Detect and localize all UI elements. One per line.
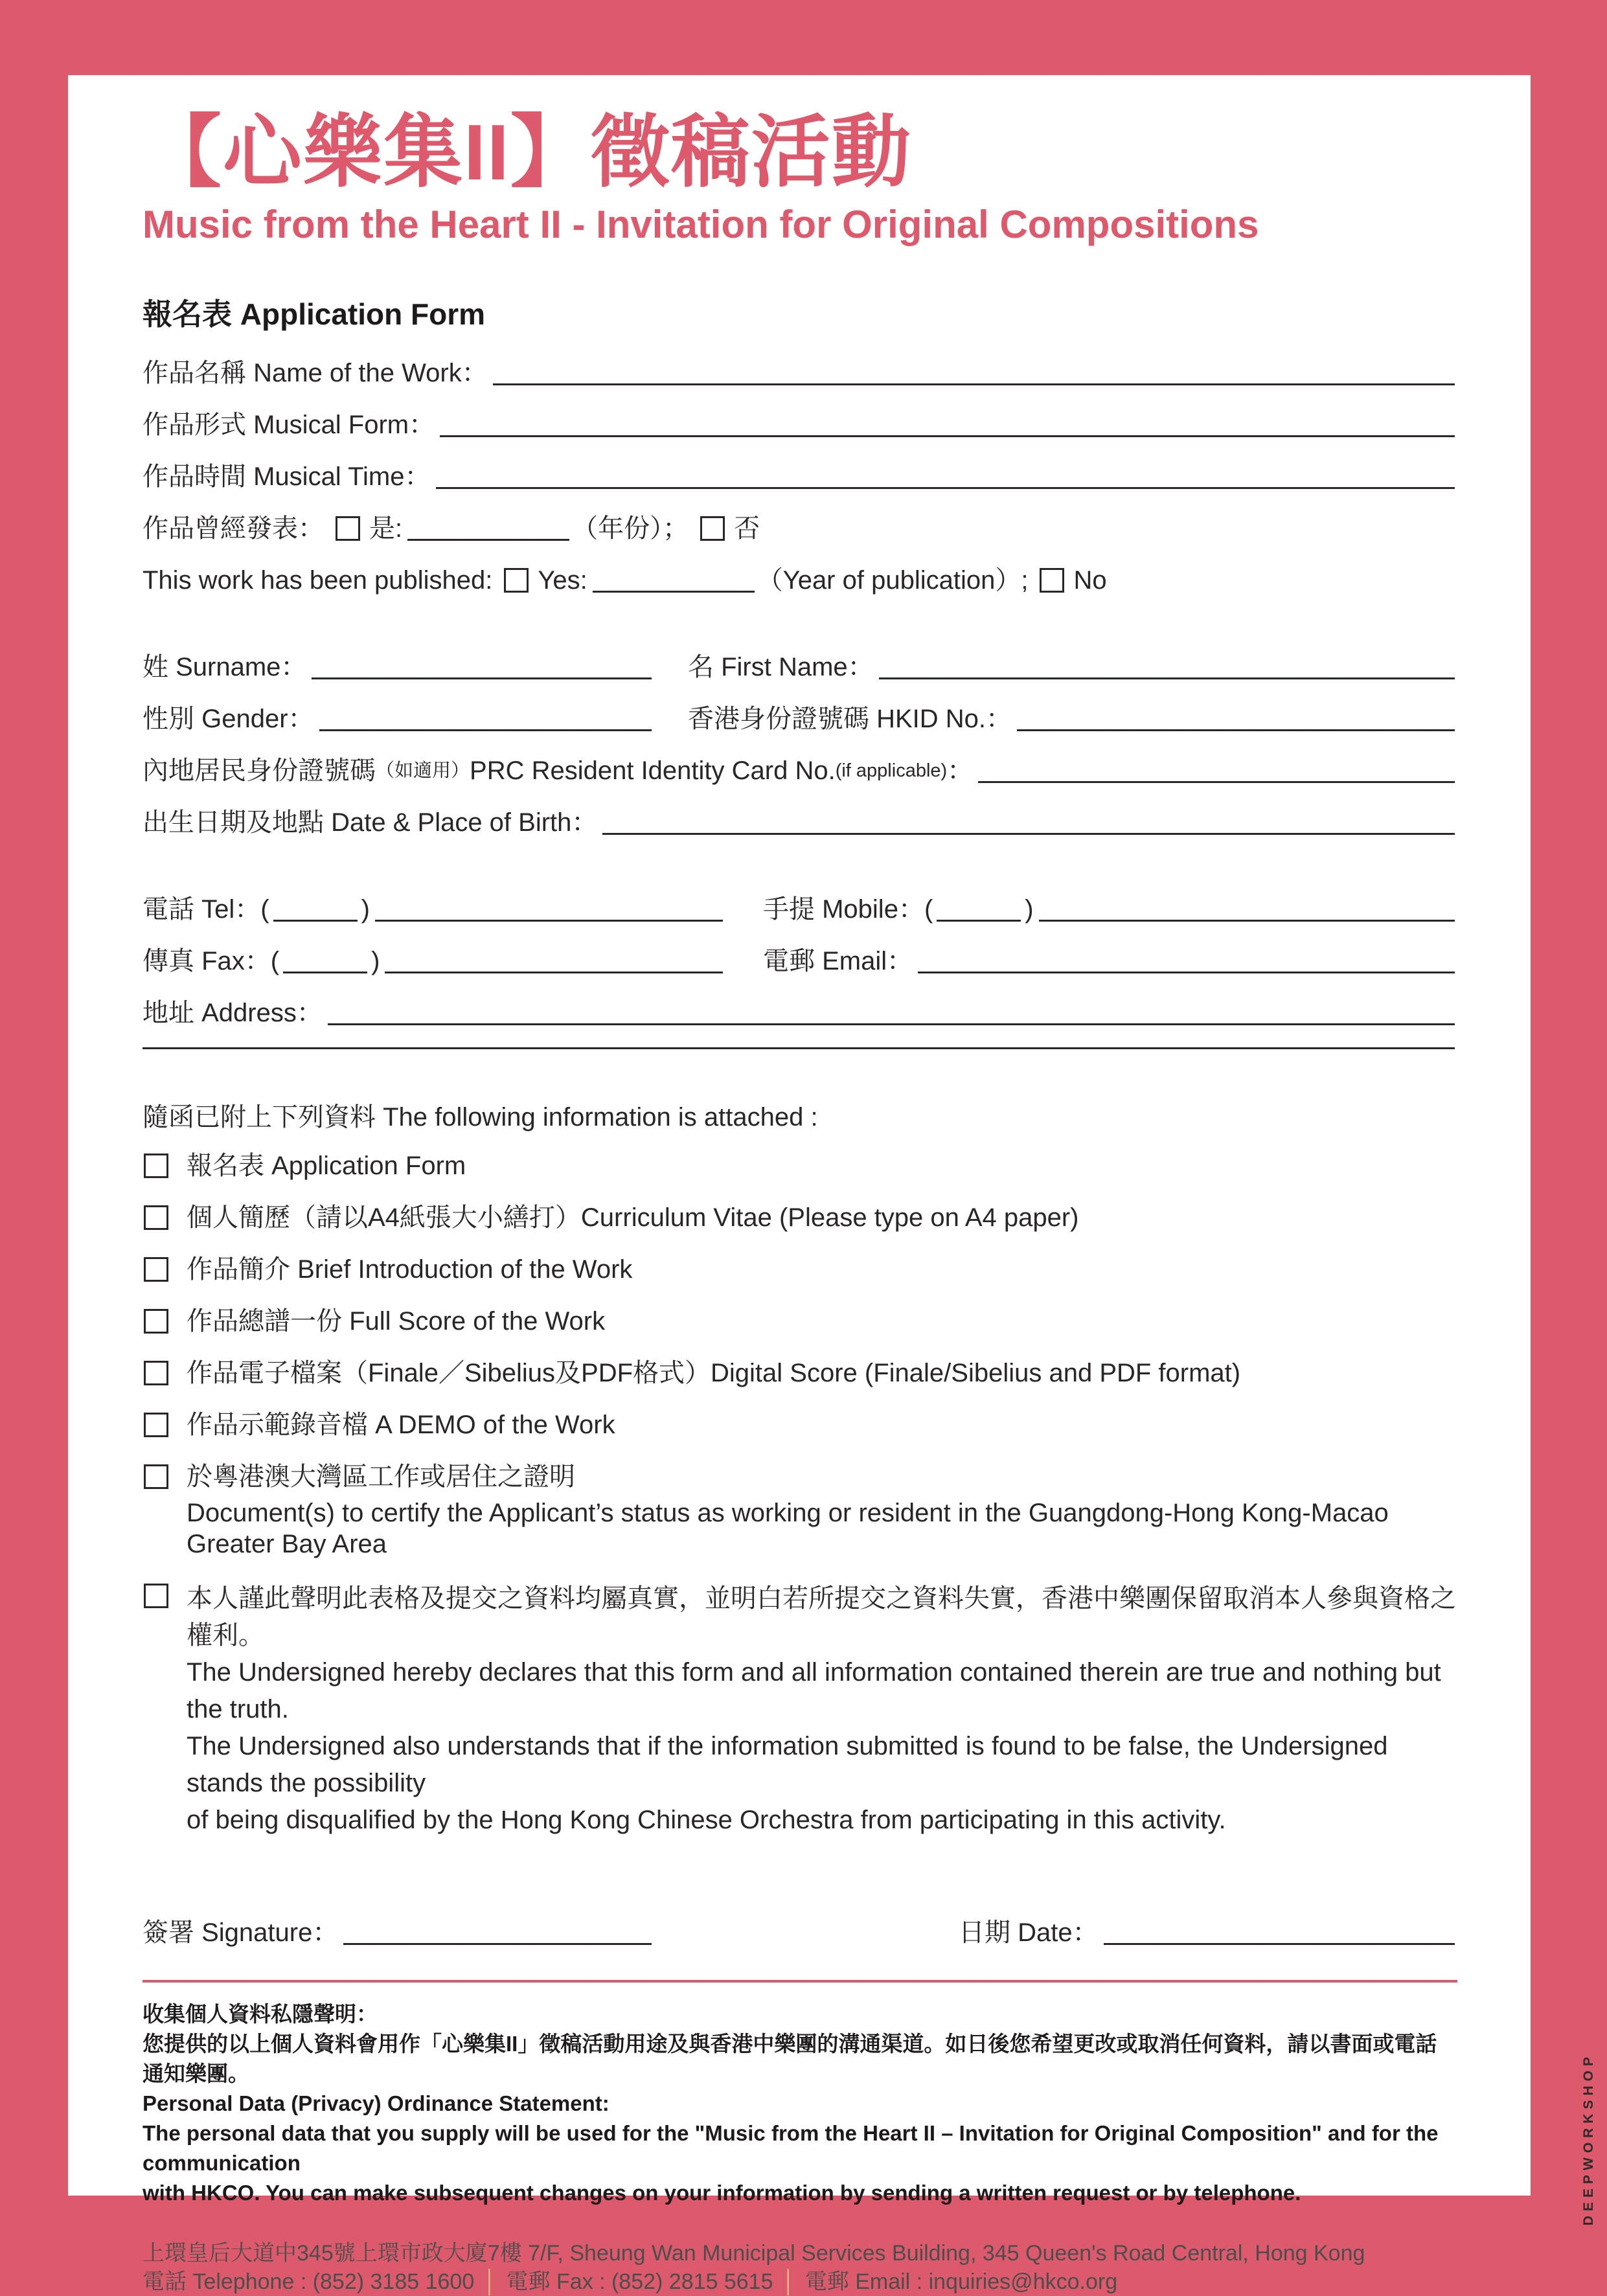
signature-input-line[interactable] [343, 1943, 652, 1945]
hkid-label: 香港身份證號碼 HKID No.： [688, 705, 1012, 734]
declaration-line-en3: of being disqualified by the Hong Kong Chinese Orchestra from participating in this activity. [187, 1806, 1226, 1835]
fax-area-input-line[interactable] [283, 972, 367, 973]
cv-checkbox[interactable] [144, 1205, 168, 1230]
date-group [959, 1915, 1457, 1950]
row-birth [142, 805, 1457, 840]
mobile-input-line[interactable] [1039, 920, 1455, 922]
section-divider [142, 1980, 1457, 1983]
attachment-label: 作品電子檔案（Finale／Sibelius及PDF格式）Digital Score (Finale/Sibelius and PDF format) [187, 1359, 1241, 1388]
date-label: 日期 Date： [959, 1918, 1099, 1948]
attachment-label: 報名表 Application Form [187, 1152, 466, 1181]
attached-header: 隨函已附上下列資料 The following information is attached : [142, 1103, 818, 1132]
published-zh-label: 作品曾經發表： [142, 514, 324, 543]
published-no-label-en: No [1073, 566, 1107, 595]
application-form-checkbox[interactable] [144, 1154, 168, 1178]
attachment-item-brief-introduction [142, 1254, 1457, 1285]
privacy-body-zh: 您提供的以上個人資料會用作「心樂集II」徵稿活動用途及與香港中樂團的溝通渠道。如日後您希望更改或取消任何資料，請以書面或電話通知樂團。 [142, 2032, 1437, 2086]
row-gender-hkid [142, 701, 1457, 736]
first-name-label: 名 First Name： [688, 653, 874, 682]
mobile-label: 手提 Mobile： [763, 895, 924, 924]
published-year-suffix-en: （Year of publication）; [757, 566, 1029, 595]
page-subtitle: Music from the Heart II - Invitation for Original Compositions [142, 203, 1259, 247]
date-input-line[interactable] [1104, 1943, 1455, 1945]
address-input-line[interactable] [328, 1023, 1455, 1025]
declaration-line-zh: 本人謹此聲明此表格及提交之資料均屬真實，並明白若所提交之資料失實，香港中樂團保留取消本人參與資格之權利。 [187, 1584, 1456, 1650]
attachment-label: 個人簡歷（請以A4紙張大小繕打）Curriculum Vitae (Please type on A4 paper) [187, 1203, 1079, 1233]
musical-time-label: 作品時間 Musical Time： [142, 462, 431, 492]
fax-label: 傳真 Fax： [142, 947, 271, 976]
hkid-group [688, 701, 1457, 736]
first-name-group [688, 650, 1457, 685]
watermark-deepworkshop: DEEPWORKSHOP [1581, 2052, 1596, 2225]
first-name-input-line[interactable] [879, 677, 1455, 679]
address-label: 地址 Address： [142, 999, 323, 1028]
published-no-label-zh: 否 [734, 514, 760, 543]
published-no-checkbox-en[interactable] [1040, 568, 1064, 593]
row-signature-date [142, 1915, 1457, 1950]
prc-id-label-zh: 內地居民身份證號碼 [142, 756, 376, 786]
footer-email: 電郵 Email : inquiries@hkco.org [804, 2269, 1118, 2295]
prc-id-colon: ： [947, 756, 974, 786]
row-prc-id [142, 753, 1457, 788]
full-score-checkbox[interactable] [144, 1309, 168, 1334]
fax-paren-close: ) [371, 947, 380, 976]
published-yes-label-zh: 是: [369, 514, 403, 543]
declaration-checkbox[interactable] [144, 1584, 168, 1608]
published-year-input-zh[interactable] [407, 539, 569, 541]
fax-paren-open: ( [270, 947, 280, 976]
surname-group [142, 650, 654, 685]
footer-separator: │ [782, 2269, 796, 2295]
attachment-label: 作品簡介 Brief Introduction of the Work [187, 1255, 633, 1284]
email-label: 電郵 Email： [763, 947, 913, 976]
row-musical-form [142, 407, 1457, 442]
surname-label: 姓 Surname： [142, 653, 307, 682]
gender-group [142, 701, 654, 736]
mobile-group [763, 892, 1457, 927]
row-name-of-work [142, 356, 1457, 391]
form-body [142, 356, 1457, 2296]
tel-input-line[interactable] [375, 920, 723, 922]
privacy-body-en2: with HKCO. You can make subsequent changes on your information by sending a written request or by telephone. [142, 2181, 1301, 2205]
address-input-line-2[interactable] [142, 1047, 1455, 1049]
privacy-title-en: Personal Data (Privacy) Ordinance Statement: [142, 2091, 610, 2116]
gender-label: 性別 Gender： [142, 705, 314, 734]
attachment-label: 作品總譜一份 Full Score of the Work [187, 1307, 606, 1336]
row-address-continued [142, 1047, 1457, 1054]
signature-group [142, 1915, 654, 1950]
published-yes-checkbox-zh[interactable] [336, 516, 360, 541]
section-header-application-form: 報名表 Application Form [142, 297, 485, 332]
row-fax-email [142, 944, 1457, 979]
tel-paren-open: ( [260, 895, 269, 924]
prc-id-label-en-small: (if applicable) [835, 760, 948, 782]
email-input-line[interactable] [918, 972, 1455, 973]
attachment-label: 作品示範錄音檔 A DEMO of the Work [187, 1411, 615, 1440]
page-title: 【心樂集II】徵稿活動 [142, 108, 912, 196]
birth-input-line[interactable] [602, 833, 1455, 835]
prc-id-input-line[interactable] [978, 781, 1455, 783]
footer-contact-block [142, 2239, 1457, 2296]
attachment-item-application-form [142, 1150, 1457, 1181]
row-published-zh [142, 511, 1457, 546]
row-published-en [142, 563, 1457, 598]
form-page [68, 75, 1531, 2295]
row-name [142, 650, 1457, 685]
declaration-text [187, 1580, 1457, 1839]
gba-proof-checkbox[interactable] [144, 1464, 168, 1489]
attachment-item-digital-score [142, 1358, 1457, 1389]
declaration-line-en1: The Undersigned hereby declares that this form and all information contained therein are true and nothing but the truth. [187, 1658, 1441, 1724]
mobile-paren-close: ) [1025, 895, 1034, 924]
attachment-item-full-score [142, 1306, 1457, 1337]
musical-form-input-line[interactable] [440, 435, 1455, 437]
demo-checkbox[interactable] [144, 1413, 168, 1437]
prc-id-label-en: PRC Resident Identity Card No. [470, 756, 836, 786]
privacy-body-en1: The personal data that you supply will be used for the "Music from the Heart II – Invitation for Original Composition" and for the communication [142, 2121, 1439, 2176]
row-tel-mobile [142, 892, 1457, 927]
fax-input-line[interactable] [385, 972, 723, 973]
published-no-checkbox-zh[interactable] [700, 516, 725, 541]
hkid-input-line[interactable] [1017, 729, 1455, 731]
fax-group [142, 944, 725, 979]
row-address [142, 995, 1457, 1030]
surname-input-line[interactable] [312, 677, 652, 679]
musical-form-label: 作品形式 Musical Form： [142, 411, 435, 440]
declaration-item [142, 1580, 1457, 1839]
footer-telephone: 電話 Telephone : (852) 3185 1600 [142, 2269, 475, 2295]
privacy-title-zh: 收集個人資料私隱聲明： [142, 2002, 378, 2027]
brief-introduction-checkbox[interactable] [144, 1257, 168, 1282]
gba-proof-label-zh: 於粵港澳大灣區工作或居住之證明 [187, 1462, 575, 1492]
mobile-area-input-line[interactable] [937, 920, 1021, 922]
published-yes-checkbox-en[interactable] [504, 568, 529, 593]
attachment-item-cv [142, 1202, 1457, 1233]
published-en-label: This work has been published: [142, 566, 493, 595]
email-group [763, 944, 1457, 979]
attachment-item-demo [142, 1409, 1457, 1440]
mobile-paren-open: ( [924, 895, 933, 924]
gender-input-line[interactable] [319, 729, 652, 731]
digital-score-checkbox[interactable] [144, 1361, 168, 1385]
attachment-label-group [187, 1461, 1457, 1560]
tel-paren-close: ) [361, 895, 370, 924]
tel-area-input-line[interactable] [273, 920, 358, 922]
birth-label: 出生日期及地點 Date & Place of Birth： [142, 808, 598, 837]
footer-contact-line [142, 2268, 1457, 2296]
prc-id-label-zh-small: （如適用） [376, 760, 470, 782]
published-yes-label-en: Yes: [538, 566, 587, 595]
musical-time-input-line[interactable] [436, 487, 1455, 489]
published-year-suffix-zh: （年份）； [572, 514, 689, 543]
name-of-work-input-line[interactable] [493, 383, 1455, 385]
tel-group [142, 892, 725, 927]
gba-proof-label-en: Document(s) to certify the Applicant’s status as working or resident in the Guangdong-Hong Kong-Macao Greater Bay Area [187, 1499, 1389, 1559]
declaration-line-en2: The Undersigned also understands that if the information submitted is found to be false, the Undersigned stands the possibility [187, 1732, 1388, 1798]
footer-separator: │ [483, 2269, 497, 2295]
footer-fax: 電郵 Fax : (852) 2815 5615 [506, 2269, 773, 2295]
attachment-item-gba-proof [142, 1461, 1457, 1560]
published-year-input-en[interactable] [593, 591, 755, 593]
tel-label: 電話 Tel： [142, 895, 261, 924]
signature-label: 簽署 Signature： [142, 1918, 339, 1948]
name-of-work-label: 作品名稱 Name of the Work： [142, 359, 488, 388]
footer-address: 上環皇后大道中345號上環市政大廈7樓 7/F, Sheung Wan Municipal Services Building, 345 Queen's Road Central, Hong Kong [142, 2241, 1365, 2266]
row-musical-time [142, 459, 1457, 494]
privacy-statement [142, 1999, 1457, 2208]
